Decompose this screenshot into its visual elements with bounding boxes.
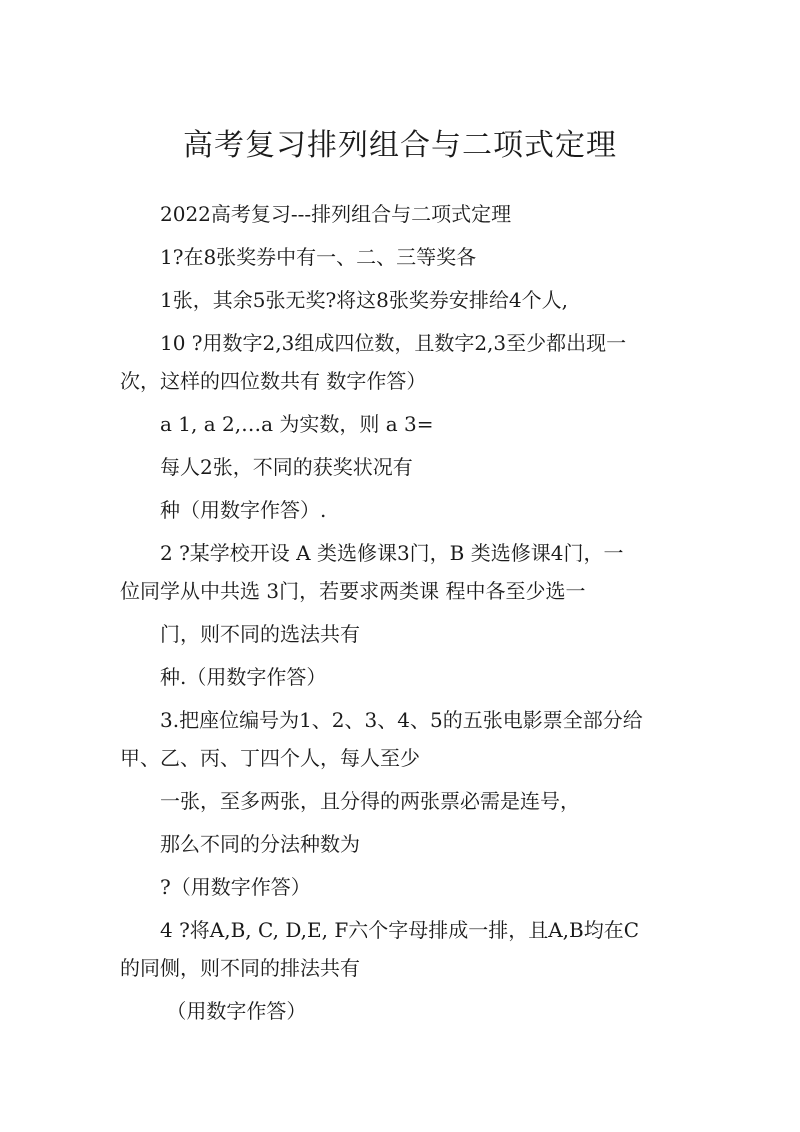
text-line: 一张，至多两张，且分得的两张票必需是连号，	[160, 789, 580, 813]
text-line: 10 ?用数字2,3组成四位数，且数字2,3至少都出现一	[160, 331, 627, 355]
text-line: 的同侧，则不同的排法共有	[120, 956, 360, 980]
text-line: 2 ?某学校开设 A 类选修课3门，B 类选修课4门，一	[160, 541, 624, 565]
text-line: 1张，其余5张无奖?将这8张奖券安排给4个人,	[160, 288, 568, 312]
text-line: a 1, a 2,…a 为实数，则 a 3=	[160, 412, 434, 436]
text-line: 次，这样的四位数共有 数字作答）	[120, 369, 427, 393]
text-line: 种.（用数字作答）	[160, 665, 327, 689]
text-line: 3.把座位编号为1、2、3、4、5的五张电影票全部分给	[160, 708, 643, 732]
text-line: 那么不同的分法种数为	[160, 832, 360, 856]
text-line: 1?在8张奖券中有一、二、三等奖各	[160, 245, 477, 269]
text-line: 2022高考复习---排列组合与二项式定理	[160, 202, 512, 226]
text-line: 位同学从中共选 3门，若要求两类课 程中各至少选一	[120, 579, 586, 603]
text-line: （用数字作答）	[160, 999, 307, 1023]
text-line: 每人2张，不同的获奖状况有	[160, 455, 413, 479]
text-line: 门，则不同的选法共有	[160, 622, 360, 646]
text-line: ?（用数字作答）	[160, 875, 311, 899]
text-line: 4 ?将A,B, C, D,E, F六个字母排成一排，且A,B均在C	[160, 918, 639, 942]
document-title: 高考复习排列组合与二项式定理	[183, 128, 617, 163]
text-line: 甲、乙、丙、丁四个人，每人至少	[120, 746, 420, 770]
text-line: 种（用数字作答）.	[160, 498, 327, 522]
